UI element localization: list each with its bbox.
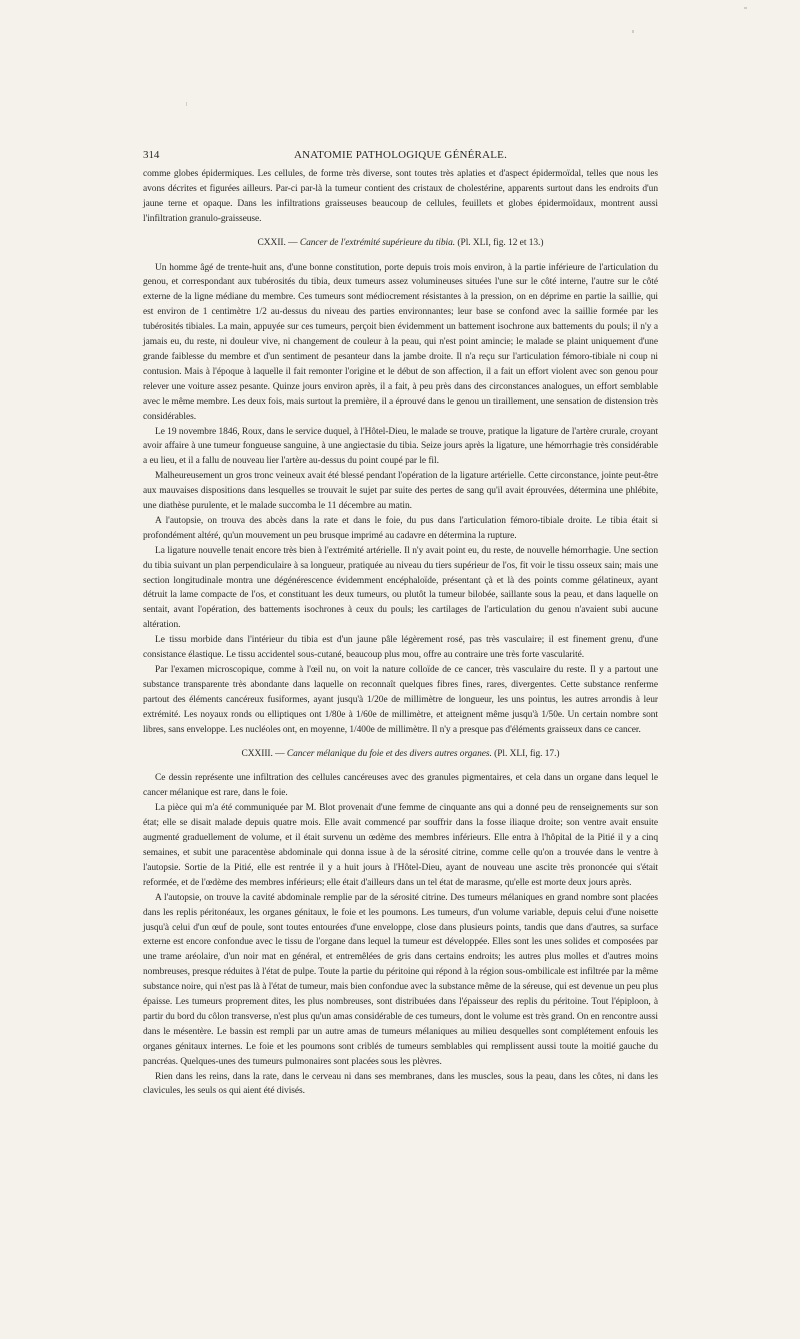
paper-speck — [632, 30, 634, 33]
page-header — [143, 148, 658, 162]
section-heading-cxxii — [143, 236, 658, 251]
paragraph: Le tissu morbide dans l'intérieur du tibia est d'un jaune pâle légèrement rosé, pas très vasculaire; il est finement grenu, d'une consistance élastique. Le tissu accidentel sous-cutané, beaucoup plus mou, offre au contraire une très forte vascularité. — [143, 635, 658, 661]
paragraph: Malheureusement un gros tronc veineux avait été blessé pendant l'opération de la ligature artérielle. Cette circonstance, jointe peut-être aux mauvaises dispositions dans lesquelles se trouvait le sujet par suite des pertes de sang qu'il avait éprouvées, détermina une phlébite, une diathèse purulente, et le malade succomba le 11 décembre au matin. — [143, 471, 658, 512]
paragraph: La pièce qui m'a été communiquée par M. Blot provenait d'une femme de cinquante ans qui a donné peu de renseignements sur son état; elle se disait malade depuis quatre mois. Elle avait commencé par souffrir dans la fosse iliaque droite; son ventre avait ensuite augmenté graduellement de volume, et il était survenu un œdème des membres inférieurs. Elle entra à l'hôpital de la Pitié il y a cinq semaines, et subit une paracentèse abdominale qui donna issue à de la sérosité citrine, comme celle qu'on a trouvée dans le ventre à l'autopsie. Sortie de la Pitié, elle est rentrée il y a huit jours à l'Hôtel-Dieu, ayant de nouveau une ascite très prononcée qui s'était reformée, et de l'œdème des membres inférieurs; elle était d'ailleurs dans un tel état de marasme, qu'elle est morte deux jours après. — [143, 803, 658, 888]
paragraph: La ligature nouvelle tenait encore très bien à l'extrémité artérielle. Il n'y avait point eu, du reste, de nouvelle hémorrhagie. Une section du tibia suivant un plan perpendiculaire à sa longueur, pratiquée au niveau du tiers supérieur de l'os, fit voir le tissu osseux sain; mais une section longitudinale montra une dégénérescence évidemment encéphaloïde, présentant çà et là des points comme gélatineux, ayant détruit la lame compacte de l'os, et constituant les deux tumeurs, ou plutôt la tumeur bilobée, saillante sous la peau, et dans laquelle on sentait, avant l'opération, des battements isochrones à ceux du pouls; les cartilages de l'articulation du genou n'avaient subi aucune altération. — [143, 545, 658, 631]
section-number: CXXIII. — — [241, 748, 285, 759]
paper-speck — [186, 102, 187, 106]
paragraph: Ce dessin représente une infiltration des cellules cancéreuses avec des granules pigmentaires, et cela dans un organe dans lequel le cancer mélanique est rare, dans le foie. — [143, 773, 658, 799]
paragraph: Par l'examen microscopique, comme à l'œil nu, on voit la nature colloïde de ce cancer, très vasculaire du reste. Il y a partout une substance transparente très abondante dans laquelle on reconnaît quelques fibres fines, rares, divergentes. Cette substance renferme partout des éléments cancéreux fusiformes, ayant jusqu'à 1/20e de millimètre de longueur, les uns pointus, les autres arrondis à leur extrémité. Les noyaux ronds ou elliptiques ont 1/80e à 1/60e de millimètre, et atteignent même jusqu'à 1/50e. Un certain nombre sont libres, sans enveloppe. Les nucléoles ont, en moyenne, 1/400e de millimètre. Il n'y a presque pas d'éléments graisseux dans ce cancer. — [143, 665, 658, 735]
paragraph: A l'autopsie, on trouve la cavité abdominale remplie par de la sérosité citrine. Des tumeurs mélaniques en grand nombre sont placées dans les replis péritonéaux, les organes génitaux, le foie et les poumons. Les tumeurs, d'un volume variable, depuis celui d'une noisette jusqu'à celui d'un œuf de poule, sont toutes entourées d'une enveloppe, close dans plusieurs points, tandis que dans d'autres, sa surface externe est encore confondue avec le tissu de l'organe dans lequel la tumeur est développée. Elles sont les unes solides et composées par une trame aréolaire, d'un noir mat en général, et entremêlées de gris dans certains endroits; les autres plus molles et d'autres moins nombreuses, presque réduites à l'état de pulpe. Toute la partie du péritoine qui répond à la région sous-ombilicale est infiltrée par la même substance noire, qui n'est pas là à l'état de tumeur, mais bien confondue avec la substance même de la séreuse, qui est devenue un peu plus épaisse. Les tumeurs proprement dites, les plus nombreuses, sont distribuées dans l'épaisseur des replis du péritoine. Tout l'épiploon, à partir du bord du côlon transverse, n'est plus qu'un amas considérable de ces tumeurs, dont le volume est très grand. On en rencontre aussi dans le mésentère. Le bassin est rempli par un autre amas de tumeurs mélaniques au milieu desquelles sont complétement enfouis les organes génitaux internes. Le foie et les poumons sont criblés de tumeurs semblables qui remplissent aussi toute la moitié gauche du pancréas. Quelques-unes des tumeurs pulmonaires sont placées sous les plèvres. — [143, 892, 658, 1067]
intro-paragraph: comme globes épidermiques. Les cellules, de forme très diverse, sont toutes très aplaties et d'aspect épidermoïdal, telles que nous les avons décrites et figurées ailleurs. Par-ci par-là la tumeur contient des cristaux de cholestérine, apparents surtout dans les endroits d'un jaune terne et opaque. Dans les infiltrations graisseuses beaucoup de cellules, feuillets et globes épidermoïdaux, montrent aussi l'infiltration granulo-graisseuse. — [143, 169, 658, 224]
paragraph: Le 19 novembre 1846, Roux, dans le service duquel, à l'Hôtel-Dieu, le malade se trouve, pratique la ligature de l'artère crurale, croyant avoir affaire à une tumeur fongueuse sanguine, à une angiectasie du tibia. Seize jours après la ligature, une hémorrhagie très considérable a eu lieu, et il a fallu de nouveau lier l'artère au-dessus du point coupé par le fil. — [143, 426, 658, 467]
running-title: ANATOMIE PATHOLOGIQUE GÉNÉRALE. — [293, 149, 508, 161]
plate-reference: (Pl. XLI, fig. 12 et 13.) — [457, 237, 544, 248]
paragraph: Un homme âgé de trente-huit ans, d'une bonne constitution, porte depuis trois mois environ, à la partie inférieure de l'articulation du genou, et correspondant aux tubérosités du tibia, deux tumeurs assez volumineuses situées l'une sur le côté interne, l'autre sur le côté externe de la ligne médiane du membre. Ces tumeurs sont médiocrement résistantes à la pression, on en déprime en partie la saillie, qui est environ de 1 centimètre 1/2 au-dessus du niveau des parties environnantes; leur base se confond avec la saillie formée par les tubérosités tibiales. La main, appuyée sur ces tumeurs, perçoit bien évidemment un battement isochrone aux battements du pouls; il n'y a jamais eu, du reste, ni douleur vive, ni changement de couleur à la peau, qui n'est point amincie; le malade se plaint uniquement d'une grande faiblesse du membre et d'un sentiment de pesanteur dans la jambe droite. Il n'a reçu sur l'articulation fémoro-tibiale ni coup ni contusion. Mais à l'époque à laquelle il fait remonter l'origine et le début de son affection, il a fait un effort violent avec son genou pour relever une voiture assez pesante. Quinze jours environ après, il a fait, à peu près dans des circonstances analogues, un effort semblable avec le même membre. Les deux fois, mais surtout la première, il a éprouvé dans le genou un tiraillement, une sensation de distension très considérables. — [143, 262, 658, 422]
section-title: Cancer de l'extrémité supérieure du tibia. — [299, 237, 456, 248]
paper-speck — [744, 7, 747, 9]
plate-reference: (Pl. XLI, fig. 17.) — [494, 748, 560, 759]
page-number: 314 — [143, 149, 160, 161]
section-heading-cxxiii — [143, 747, 658, 762]
paragraph: Rien dans les reins, dans la rate, dans le cerveau ni dans ses membranes, dans les muscles, sous la peau, dans les côtes, ni dans les clavicules, les seuls os qui aient été divisés. — [143, 1071, 658, 1097]
section-number: CXXII. — — [257, 237, 298, 248]
section-title: Cancer mélanique du foie et des divers autres organes. — [286, 748, 492, 759]
text-column — [143, 148, 658, 1099]
paragraph: A l'autopsie, on trouva des abcès dans la rate et dans le foie, du pus dans l'articulation fémoro-tibiale droite. Le tibia était si profondément altéré, qu'un mouvement un peu brusque imprimé au cadavre en détermina la rupture. — [143, 515, 658, 541]
